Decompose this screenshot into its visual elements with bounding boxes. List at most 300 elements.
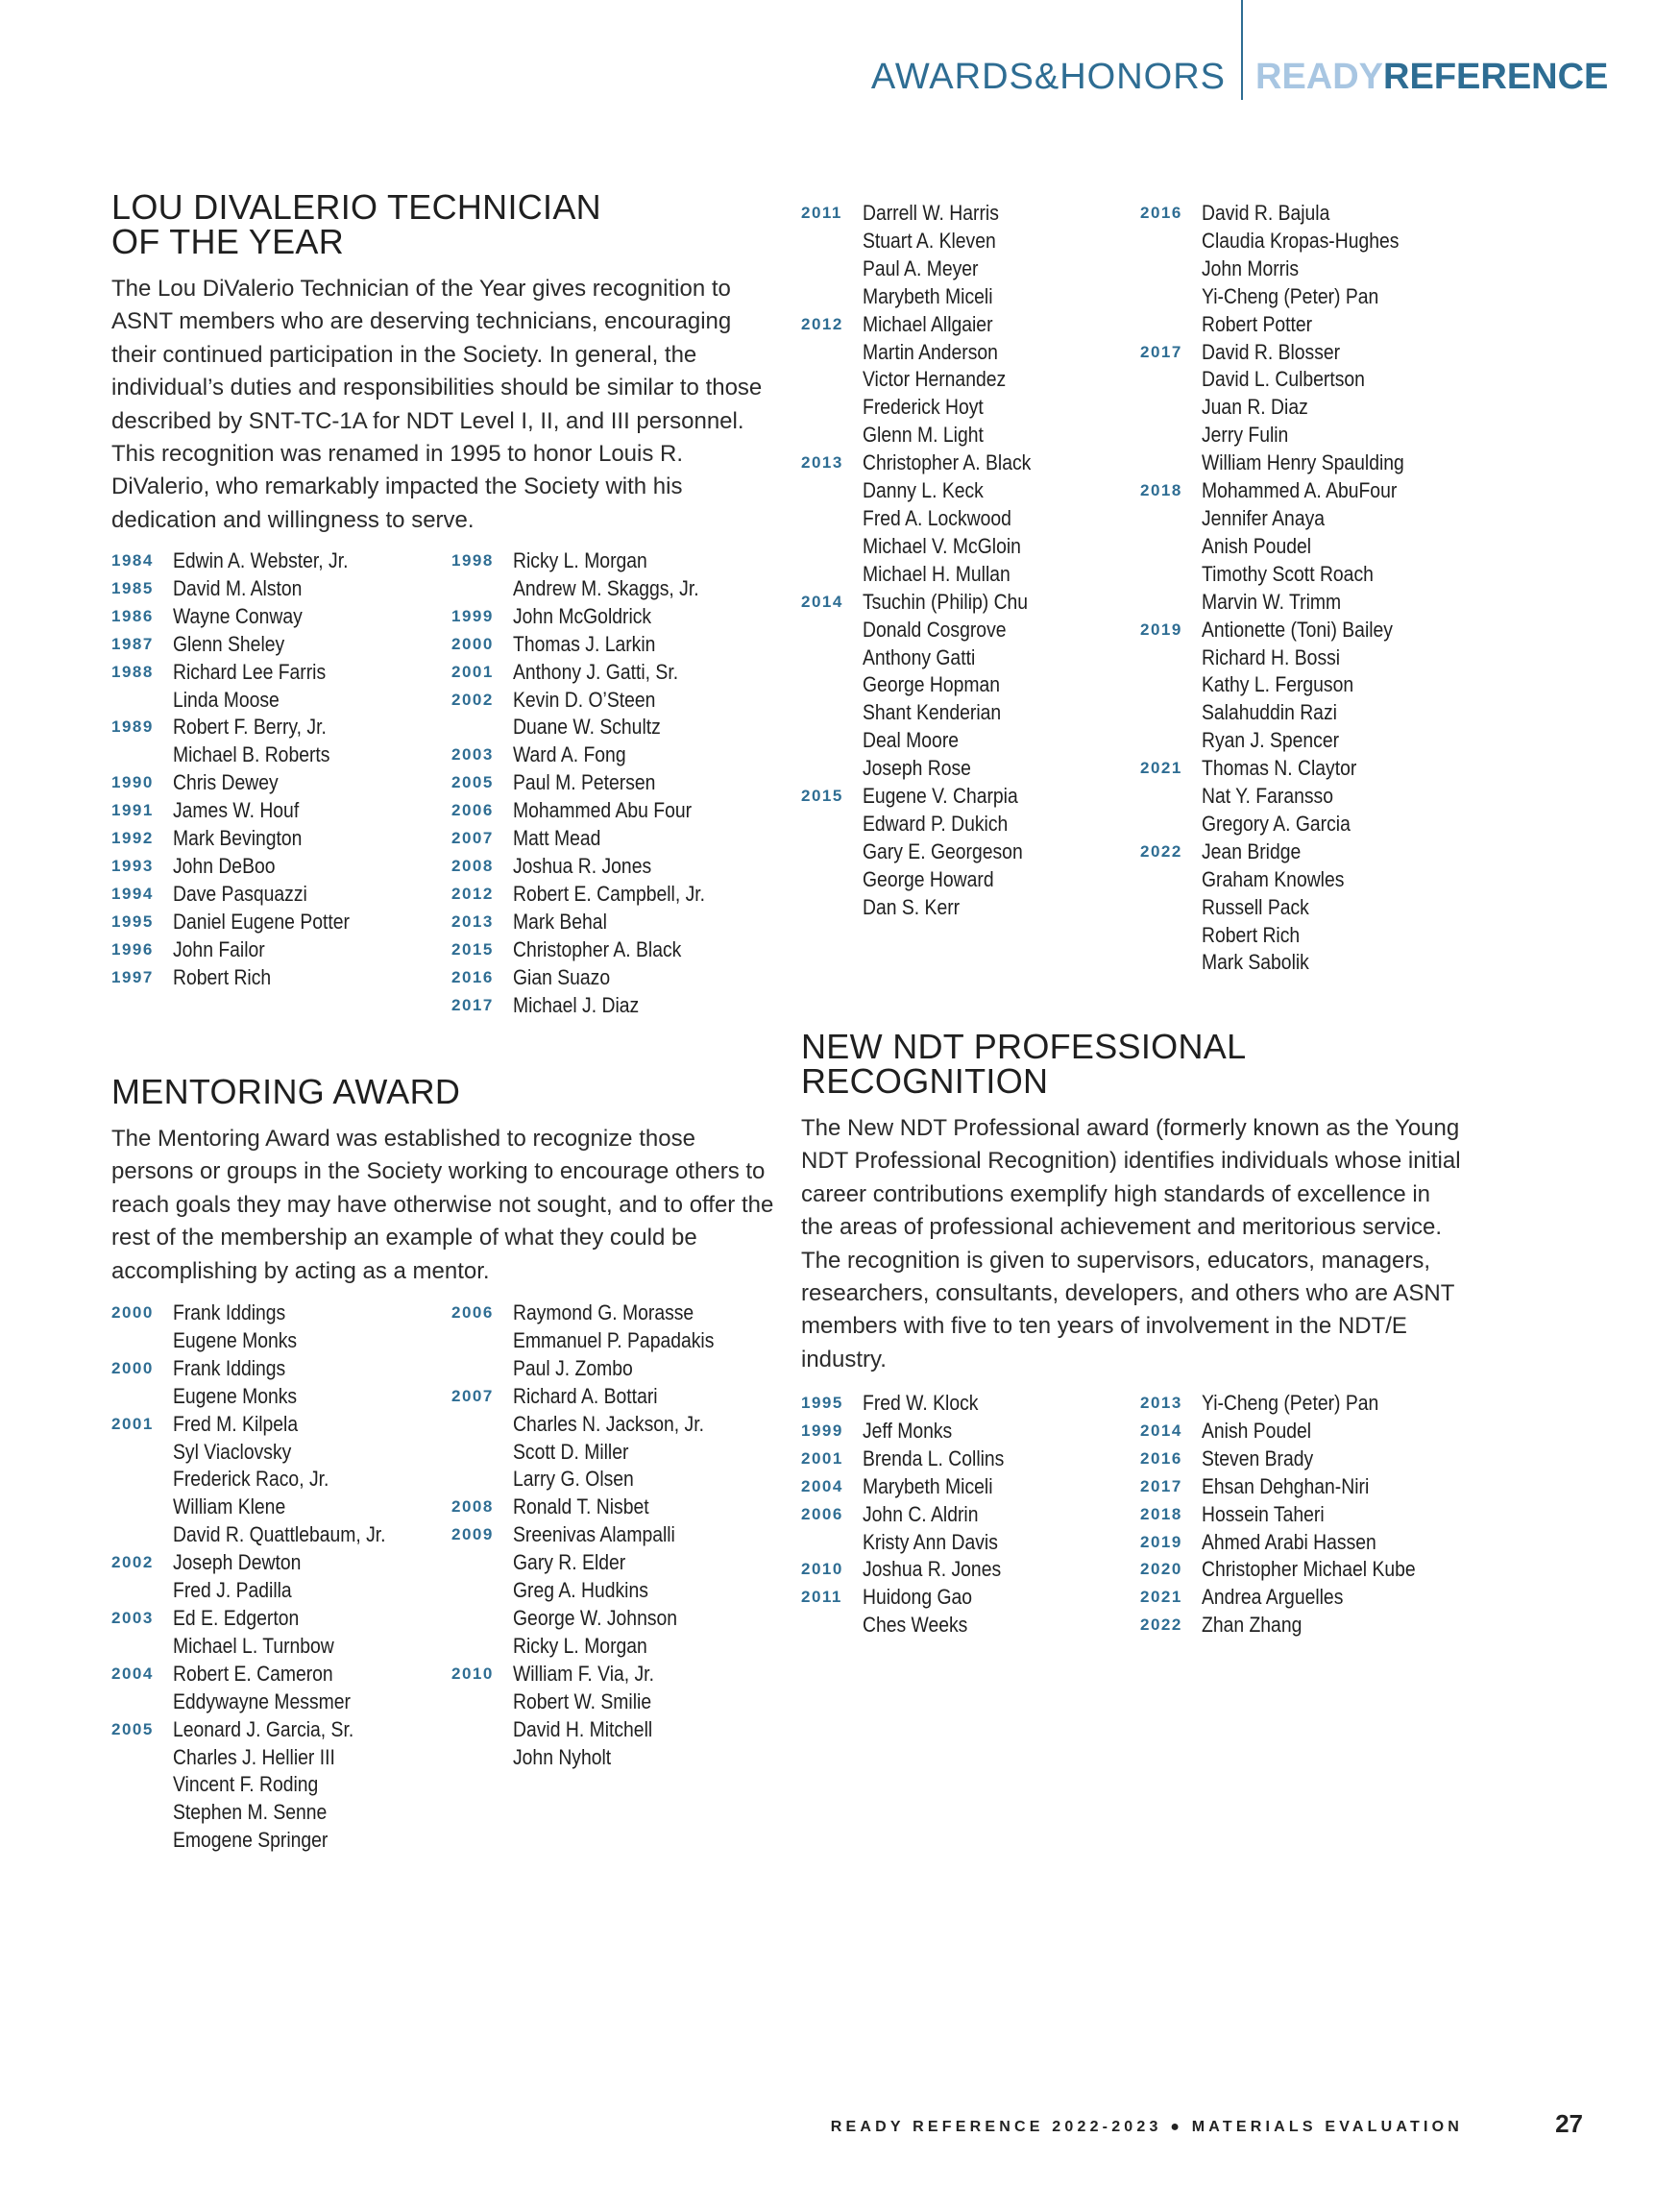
award-year: 2014 (1140, 1421, 1182, 1440)
recipient-name: Timothy Scott Roach (1202, 561, 1374, 586)
award-year: 2018 (1140, 1504, 1182, 1523)
award-entry (801, 1445, 1027, 1473)
recipient-name: Martin Anderson (863, 339, 998, 364)
recipient-name: Brenda L. Collins (863, 1445, 1005, 1470)
recipient-name: Paul A. Meyer (863, 255, 979, 280)
award-year: 2006 (451, 1303, 494, 1322)
recipient-name: Ronald T. Nisbet (513, 1494, 649, 1519)
new-ndt-title (801, 1027, 1464, 1101)
award-entry (801, 1390, 1027, 1418)
award-recipients (1202, 1473, 1397, 1501)
recipient-name: John McGoldrick (513, 603, 652, 628)
award-entry (1140, 755, 1437, 838)
award-recipients (513, 687, 685, 742)
lou-list-col-2 (451, 547, 737, 1019)
award-recipients (863, 1556, 1024, 1584)
recipient-name: Edwin A. Webster, Jr. (173, 548, 349, 572)
recipient-name: Yi-Cheng (Peter) Pan (1202, 1391, 1379, 1415)
recipient-name: Fred M. Kilpela (173, 1411, 299, 1436)
recipient-name: Eugene V. Charpia (863, 784, 1018, 809)
award-entry (111, 575, 378, 603)
award-recipients (1202, 617, 1424, 756)
award-recipients (173, 603, 324, 631)
award-recipients (863, 1584, 990, 1640)
recipient-name: Nat Y. Faransso (1202, 784, 1333, 809)
recipient-name: David M. Alston (173, 575, 303, 600)
new-ndt-title-line-2: RECOGNITION (801, 1061, 1049, 1101)
award-recipients (173, 964, 287, 992)
recipient-name: Larry G. Olsen (513, 1467, 634, 1492)
new-ndt-list-col-2 (1140, 1390, 1450, 1640)
lou-list-col-4 (1140, 200, 1437, 977)
award-recipients (173, 1716, 383, 1856)
award-year: 1990 (111, 773, 154, 792)
award-entry (111, 964, 378, 992)
award-year: 2017 (1140, 1476, 1182, 1495)
recipient-name: Shant Kenderian (863, 700, 1002, 725)
recipient-name: John DeBoo (173, 853, 276, 878)
award-year: 1987 (111, 634, 154, 653)
recipient-name: Charles N. Jackson, Jr. (513, 1411, 704, 1436)
award-recipients (513, 547, 729, 603)
award-entry (451, 797, 737, 825)
award-entry (451, 741, 737, 769)
award-year: 2000 (451, 634, 494, 653)
award-year: 1996 (111, 939, 154, 959)
lou-title-line-2: OF THE YEAR (111, 222, 345, 261)
recipient-name: Antionette (Toni) Bailey (1202, 617, 1393, 642)
award-recipients (173, 575, 323, 603)
award-entry (451, 964, 737, 992)
award-recipients (513, 1299, 746, 1383)
award-year: 1995 (111, 911, 154, 931)
recipient-name: Jean Bridge (1202, 838, 1302, 863)
award-year: 2004 (801, 1476, 843, 1495)
award-year: 2017 (451, 995, 494, 1014)
footer-ready-reference: READY REFERENCE 2022-2023 (830, 2119, 1162, 2135)
award-entry (801, 200, 1059, 311)
award-entry (451, 687, 737, 742)
award-recipients (173, 1605, 360, 1661)
recipient-name: Kevin D. O’Steen (513, 687, 656, 712)
award-entry (1140, 1529, 1450, 1557)
award-recipients (173, 769, 296, 797)
recipient-name: Joseph Rose (863, 756, 971, 781)
footer-bullet-icon: ● (1170, 2119, 1184, 2135)
recipient-name: Christopher A. Black (863, 450, 1032, 475)
lou-divalerio-section (111, 187, 767, 537)
award-year: 2016 (1140, 1448, 1182, 1468)
recipient-name: Salahuddin Razi (1202, 700, 1337, 725)
award-entry (451, 825, 737, 853)
award-entry (451, 992, 737, 1020)
recipient-name: David R. Quattlebaum, Jr. (173, 1522, 386, 1547)
recipient-name: William F. Via, Jr. (513, 1661, 654, 1686)
recipient-name: Mohammed A. AbuFour (1202, 478, 1398, 503)
recipient-name: Frederick Raco, Jr. (173, 1467, 329, 1492)
award-entry (111, 714, 378, 769)
award-year: 1993 (111, 856, 154, 875)
recipient-name: Ward A. Fong (513, 742, 626, 767)
award-entry (451, 547, 737, 603)
award-entry (801, 1501, 1027, 1557)
award-year: 2006 (801, 1504, 843, 1523)
award-entry (111, 1549, 421, 1605)
award-recipients (173, 936, 280, 964)
award-entry (1140, 200, 1437, 339)
award-entry (111, 1605, 421, 1661)
award-recipients (1202, 339, 1437, 478)
award-entry (111, 1299, 421, 1355)
award-year: 2005 (111, 1719, 154, 1738)
footer-publication (831, 2119, 1463, 2136)
new-ndt-description: The New NDT Professional award (formerly known as the Young NDT Professional Recognition) identifies individuals whose initial career contributions exemplify high standards of excellence in the areas of professional achievement and meritorious service. The recognition is given to supervisors, educators, managers, researchers, consultants, developers, and others who are ASNT members with five to ten years of involvement in the NDT/E industry. (801, 1115, 1461, 1372)
award-recipients (173, 853, 292, 881)
recipient-name: Paul M. Petersen (513, 770, 656, 795)
award-year: 2016 (1140, 204, 1182, 222)
award-year: 2022 (1140, 1615, 1182, 1635)
recipient-name: Anthony Gatti (863, 644, 976, 669)
award-year: 2001 (111, 1414, 154, 1433)
award-entry (111, 659, 378, 715)
recipient-name: Anthony J. Gatti, Sr. (513, 659, 679, 684)
award-year: 2007 (451, 1386, 494, 1405)
award-recipients (863, 1473, 1014, 1501)
award-entry (1140, 1584, 1450, 1612)
award-year: 2020 (1140, 1560, 1182, 1579)
award-entry (1140, 1473, 1450, 1501)
award-year: 1991 (111, 801, 154, 820)
award-year: 1999 (801, 1421, 843, 1440)
award-entry (801, 1556, 1027, 1584)
award-recipients (173, 659, 351, 715)
recipient-name: Russell Pack (1202, 894, 1309, 919)
lou-title-line-1: LOU DIVALERIO TECHNICIAN (111, 187, 601, 227)
mentoring-description: The Mentoring Award was established to recognize those persons or groups in the Society working to encourage others to reach goals they may have otherwise not sought, and to offer the rest of the membership an example of what they could be accomplishing by acting as a mentor. (111, 1126, 774, 1284)
recipient-name: Ryan J. Spencer (1202, 728, 1340, 753)
award-entry (111, 631, 378, 659)
award-recipients (863, 589, 1055, 783)
award-entry (801, 589, 1059, 783)
recipient-name: Stephen M. Senne (173, 1800, 328, 1825)
new-ndt-section (801, 1027, 1464, 1376)
recipient-name: Anish Poudel (1202, 1418, 1312, 1443)
award-recipients (173, 825, 323, 853)
recipient-name: Michael L. Turnbow (173, 1633, 334, 1658)
award-year: 2010 (801, 1560, 843, 1579)
award-recipients (1202, 1418, 1329, 1445)
recipient-name: Victor Hernandez (863, 367, 1007, 392)
award-year: 2017 (1140, 342, 1182, 361)
award-year: 2021 (1140, 1588, 1182, 1607)
lou-list-col-1 (111, 547, 378, 992)
recipient-name: John Failor (173, 936, 265, 961)
award-year: 2013 (1140, 1394, 1182, 1412)
award-recipients (513, 909, 622, 936)
recipient-name: Frank Iddings (173, 1355, 286, 1380)
recipient-name: Michael Allgaier (863, 311, 993, 336)
award-year: 2007 (451, 829, 494, 848)
award-year: 2012 (801, 314, 843, 333)
recipient-name: Ches Weeks (863, 1613, 968, 1638)
recipient-name: Anish Poudel (1202, 533, 1312, 558)
award-recipients (513, 1494, 671, 1521)
recipient-name: Robert W. Smilie (513, 1688, 652, 1713)
award-recipients (863, 1445, 1027, 1473)
award-year: 2015 (801, 787, 843, 806)
award-entry (451, 909, 737, 936)
recipient-name: Hossein Taheri (1202, 1501, 1325, 1526)
recipient-name: Joshua R. Jones (863, 1557, 1002, 1582)
award-year: 1995 (801, 1394, 843, 1412)
award-year: 2001 (801, 1448, 843, 1468)
award-year: 2013 (451, 911, 494, 931)
award-entry (451, 1299, 746, 1383)
header-reference: REFERENCE (1383, 57, 1609, 97)
recipient-name: David R. Bajula (1202, 201, 1330, 225)
award-year: 2001 (451, 662, 494, 681)
award-year: 1994 (111, 884, 154, 903)
award-entry (1140, 1445, 1450, 1473)
award-recipients (1202, 1612, 1318, 1640)
footer-materials-evaluation: MATERIALS EVALUATION (1191, 2119, 1463, 2135)
lou-list-col-3 (801, 200, 1059, 922)
recipient-name: Ricky L. Morgan (513, 548, 647, 572)
recipient-name: Juan R. Diaz (1202, 395, 1308, 420)
award-year: 1986 (111, 606, 154, 625)
recipient-name: Linda Moose (173, 687, 280, 712)
award-entry (451, 881, 737, 909)
recipient-name: Marybeth Miceli (863, 1473, 993, 1498)
header-section-label: AWARDS&HONORS (870, 57, 1226, 97)
header-ready-reference (1255, 54, 1608, 100)
award-entry (1140, 477, 1437, 617)
recipient-name: Emogene Springer (173, 1828, 329, 1853)
recipient-name: Richard H. Bossi (1202, 644, 1341, 669)
award-entry (1140, 1501, 1450, 1529)
award-year: 2022 (1140, 841, 1182, 861)
award-entry (451, 853, 737, 881)
award-year: 2010 (451, 1664, 494, 1683)
award-recipients (863, 1418, 966, 1445)
recipient-name: Sreenivas Alampalli (513, 1522, 675, 1547)
recipient-name: Tsuchin (Philip) Chu (863, 589, 1029, 614)
award-year: 1988 (111, 662, 154, 681)
award-recipients (513, 659, 705, 687)
recipient-name: Glenn Sheley (173, 631, 285, 656)
award-recipients (513, 631, 679, 659)
award-recipients (513, 992, 660, 1020)
recipient-name: Michael B. Roberts (173, 742, 330, 767)
award-recipients (513, 769, 679, 797)
recipient-name: Kathy L. Ferguson (1202, 672, 1354, 697)
award-entry (111, 769, 378, 797)
award-entry (451, 1383, 746, 1494)
recipient-name: Thomas J. Larkin (513, 631, 656, 656)
recipient-name: Ehsan Dehghan-Niri (1202, 1473, 1370, 1498)
recipient-name: William Klene (173, 1494, 286, 1519)
recipient-name: Zhan Zhang (1202, 1613, 1303, 1638)
award-entry (1140, 1556, 1450, 1584)
award-entry (801, 1584, 1027, 1640)
award-year: 2009 (451, 1525, 494, 1544)
recipient-name: George Hopman (863, 672, 1001, 697)
award-year: 2004 (111, 1664, 154, 1683)
award-entry (1140, 1612, 1450, 1640)
award-year: 2018 (1140, 481, 1182, 500)
award-year: 2000 (111, 1358, 154, 1377)
award-year: 2008 (451, 1497, 494, 1517)
recipient-name: Andrew M. Skaggs, Jr. (513, 575, 699, 600)
recipient-name: Daniel Eugene Potter (173, 909, 350, 934)
recipient-name: Glenn M. Light (863, 423, 984, 448)
award-year: 2013 (801, 453, 843, 473)
award-entry (801, 1473, 1027, 1501)
award-recipients (513, 825, 615, 853)
award-year: 2016 (451, 967, 494, 986)
award-year: 2019 (1140, 1532, 1182, 1551)
award-year: 2014 (801, 592, 843, 611)
award-recipients (863, 783, 1049, 922)
award-recipients (173, 1549, 322, 1605)
recipient-name: Joshua R. Jones (513, 853, 652, 878)
award-recipients (863, 200, 1021, 311)
recipient-name: James W. Houf (173, 798, 300, 823)
award-entry (451, 603, 737, 631)
recipient-name: Claudia Kropas-Hughes (1202, 228, 1400, 253)
mentoring-title (111, 1072, 774, 1111)
award-recipients (173, 797, 320, 825)
award-entry (451, 1661, 746, 1772)
lou-divalerio-title (111, 187, 767, 261)
award-entry (111, 547, 378, 575)
recipient-name: Darrell W. Harris (863, 201, 999, 225)
recipient-name: Marybeth Miceli (863, 283, 993, 308)
award-entry (1140, 838, 1437, 978)
award-entry (111, 603, 378, 631)
recipient-name: Edward P. Dukich (863, 811, 1009, 836)
award-entry (451, 631, 737, 659)
award-entry (1140, 1390, 1450, 1418)
recipient-name: Gary R. Elder (513, 1550, 626, 1575)
award-entry (1140, 1418, 1450, 1445)
recipient-name: Matt Mead (513, 826, 601, 851)
recipient-name: Mark Behal (513, 909, 607, 934)
recipient-name: Robert E. Campbell, Jr. (513, 881, 706, 906)
recipient-name: Greg A. Hudkins (513, 1578, 648, 1603)
award-recipients (863, 311, 1029, 450)
recipient-name: Charles J. Hellier III (173, 1744, 335, 1769)
award-entry (111, 825, 378, 853)
recipient-name: Christopher Michael Kube (1202, 1557, 1416, 1582)
award-year: 1985 (111, 578, 154, 597)
recipient-name: Syl Viaclovsky (173, 1439, 292, 1464)
recipient-name: Chris Dewey (173, 770, 279, 795)
recipient-name: George W. Johnson (513, 1605, 678, 1630)
recipient-name: Richard Lee Farris (173, 659, 327, 684)
new-ndt-title-line-1: NEW NDT PROFESSIONAL (801, 1027, 1247, 1066)
recipient-name: Dave Pasquazzi (173, 881, 307, 906)
recipient-name: John C. Aldrin (863, 1501, 979, 1526)
award-recipients (1202, 1556, 1450, 1584)
award-recipients (1202, 1445, 1331, 1473)
award-entry (111, 1716, 421, 1856)
recipient-name: Wayne Conway (173, 603, 303, 628)
recipient-name: Jennifer Anaya (1202, 505, 1326, 530)
award-entry (1140, 339, 1437, 478)
recipient-name: John Nyholt (513, 1744, 612, 1769)
award-recipients (173, 631, 303, 659)
recipient-name: Scott D. Miller (513, 1439, 629, 1464)
recipient-name: Robert E. Cameron (173, 1661, 333, 1686)
award-recipients (1202, 1501, 1344, 1529)
lou-divalerio-description: The Lou DiValerio Technician of the Year gives recognition to ASNT members who are deserving technicians, encouraging their continued participation in the Society. In general, the individual’s duties and responsibilities should be similar to those described by SNT-TC-1A for NDT Level I, II, and III personnel. This recognition was renamed in 1995 to honor Louis R. DiValerio, who remarkably impacted the Society with his dedication and willingness to serve. (111, 276, 763, 533)
recipient-name: John Morris (1202, 255, 1300, 280)
award-year: 2003 (451, 745, 494, 765)
recipient-name: Emmanuel P. Papadakis (513, 1327, 715, 1352)
recipient-name: Deal Moore (863, 728, 960, 753)
recipient-name: Jeff Monks (863, 1418, 953, 1443)
award-entry (111, 1411, 421, 1550)
recipient-name: Gian Suazo (513, 964, 611, 989)
award-recipients (513, 881, 737, 909)
recipient-name: Gregory A. Garcia (1202, 811, 1351, 836)
recipient-name: Steven Brady (1202, 1445, 1314, 1470)
recipient-name: Graham Knowles (1202, 866, 1345, 891)
recipient-name: Robert F. Berry, Jr. (173, 715, 327, 740)
recipient-name: Robert Rich (1202, 922, 1301, 947)
mentoring-list-col-1 (111, 1299, 421, 1855)
recipient-name: David R. Blosser (1202, 339, 1341, 364)
recipient-name: Leonard J. Garcia, Sr. (173, 1716, 354, 1741)
recipient-name: Huidong Gao (863, 1585, 973, 1610)
award-recipients (1202, 200, 1431, 339)
award-recipients (173, 714, 355, 769)
award-year: 1992 (111, 829, 154, 848)
award-recipients (513, 1521, 704, 1661)
award-year: 2011 (801, 204, 842, 222)
award-year: 2015 (451, 939, 494, 959)
award-year: 1997 (111, 967, 154, 986)
recipient-name: Eugene Monks (173, 1327, 298, 1352)
award-entry (801, 1418, 1027, 1445)
award-recipients (513, 741, 645, 769)
recipient-name: Frederick Hoyt (863, 395, 984, 420)
award-year: 1989 (111, 717, 154, 737)
award-year: 1998 (451, 551, 494, 570)
recipient-name: Gary E. Georgeson (863, 838, 1023, 863)
award-recipients (863, 449, 1059, 589)
award-entry (111, 936, 378, 964)
award-recipients (1202, 1584, 1366, 1612)
recipient-name: David H. Mitchell (513, 1716, 653, 1741)
award-year: 2011 (801, 1588, 842, 1607)
award-year: 2005 (451, 773, 494, 792)
award-year: 2003 (111, 1608, 154, 1627)
recipient-name: Stuart A. Kleven (863, 228, 996, 253)
mentoring-title-line-1: MENTORING AWARD (111, 1072, 461, 1111)
award-entry (111, 853, 378, 881)
award-year: 2021 (1140, 759, 1182, 778)
award-year: 2006 (451, 801, 494, 820)
award-entry (111, 797, 378, 825)
award-entry (801, 783, 1059, 922)
recipient-name: Danny L. Keck (863, 478, 984, 503)
recipient-name: Michael J. Diaz (513, 992, 640, 1017)
recipient-name: Mark Bevington (173, 826, 303, 851)
recipient-name: Thomas N. Claytor (1202, 756, 1357, 781)
award-recipients (173, 547, 377, 575)
